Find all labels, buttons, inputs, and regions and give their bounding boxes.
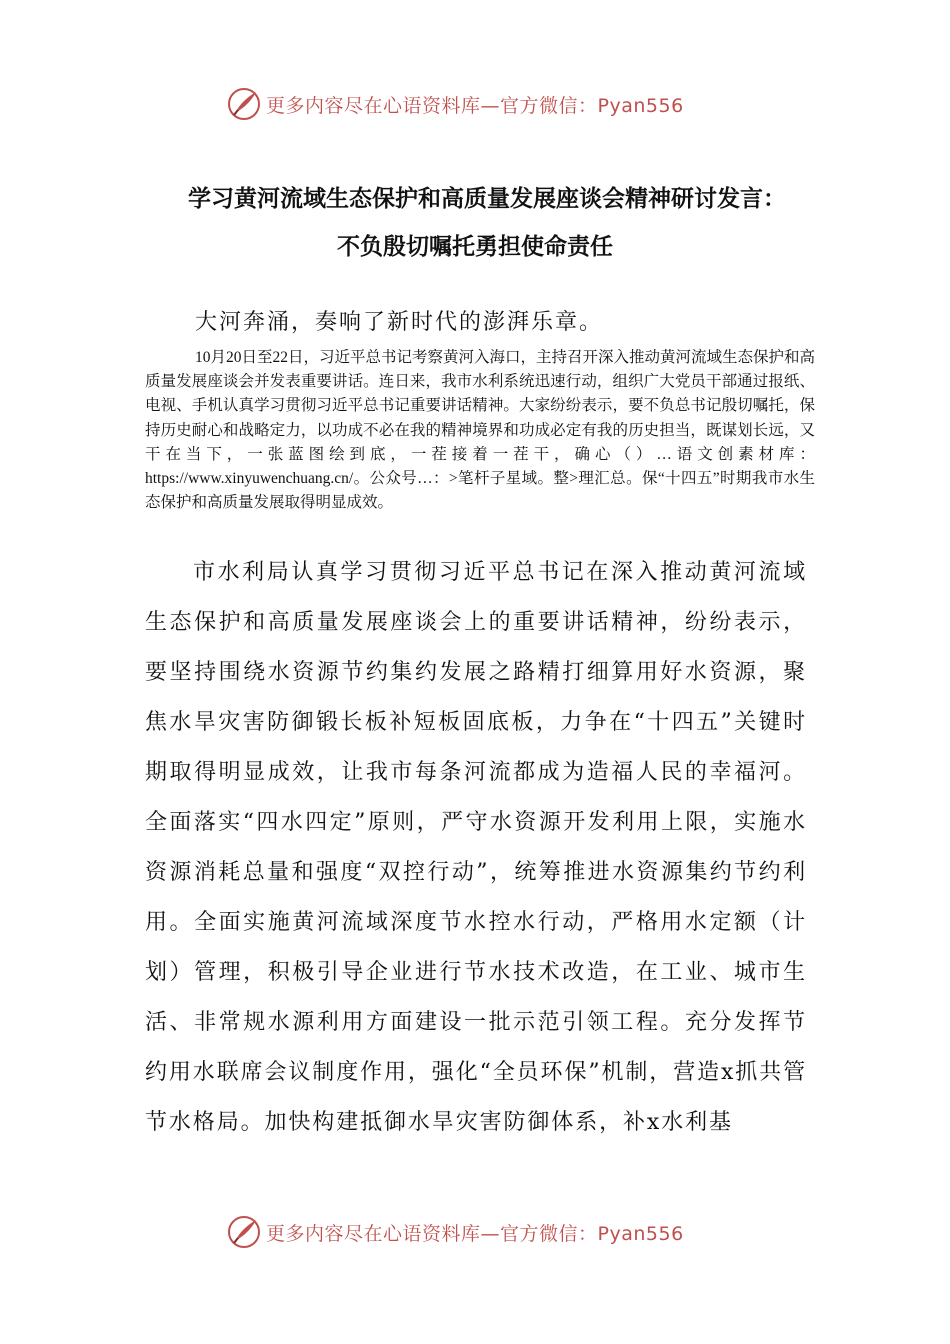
quill-pen-logo-icon [226,86,262,122]
main-paragraph: 市水利局认真学习贯彻习近平总书记在深入推动黄河流域生态保护和高质量发展座谈会上的重要讲话精神，纷纷表示，要坚持围绕水资源节约集约发展之路精打细算用好水资源，聚焦水旱灾害防御锻长板补短板固底板，力争在“十四五”关键时期取得明显成效，让我市每条河流都成为造福人民的幸福河。全面落实“四水四定”原则，严守水资源开发利用上限，实施水资源消耗总量和强度“双控行动”，统筹推进水资源集约节约利用。全面实施黄河流域深度节水控水行动，严格用水定额（计划）管理，积极引导企业进行节水技术改造，在工业、城市生活、非常规水源利用方面建设一批示范引领工程。充分发挥节约用水联席会议制度作用，强化“全员环保”机制，营造x抓共管节水格局。加快构建抵御水旱灾害防御体系，补x水利基 [145,560,808,1135]
document-title-line-2: 不负殷切嘱托勇担使命责任 [337,234,613,260]
lead-sentence: 大河奔涌，奏响了新时代的澎湃乐章。 [195,310,604,335]
header-banner [226,84,684,124]
document-title-line-1: 学习黄河流域生态保护和高质量发展座谈会精神研讨发言： [188,186,786,212]
header-banner-text: 更多内容尽在心语资料库—官方微信：Pyan556 [266,94,684,117]
intro-paragraph: 10月20日至22日，习近平总书记考察黄河入海口，主持召开深入推动黄河流域生态保护和高质量发展座谈会并发表重要讲话。连日来，我市水利系统迅速行动，组织广大党员干部通过报纸、电视、手机认真学习贯彻习近平总书记重要讲话精神。大家纷纷表示，要不负总书记殷切嘱托，保持历史耐心和战略定力，以功成不必在我的精神境界和功成必定有我的历史担当，既谋划长远，又干在当下，一张蓝图绘到底，一茬接着一茬干，确心（）…语文创素材库：https://www.xinyuwenchuang.cn/。公众号…：>笔杆子星域。整>理汇总。保“十四五”时期我市水生态保护和高质量发展取得明显成效。 [145,349,816,512]
footer-banner [226,1212,684,1252]
quill-pen-logo-icon [226,1214,262,1250]
footer-banner-text: 更多内容尽在心语资料库—官方微信：Pyan556 [266,1222,684,1245]
